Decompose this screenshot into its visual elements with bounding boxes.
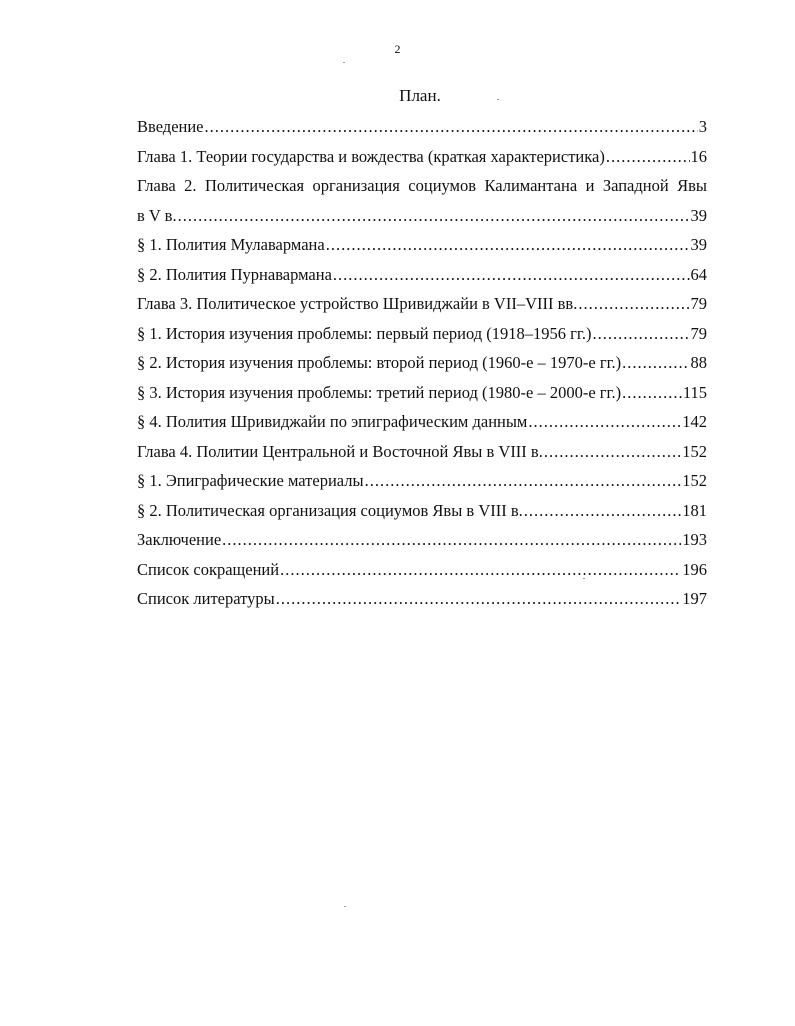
toc-entry-ch3-section-4 (137, 407, 707, 437)
toc-entry-ch2-section-2 (137, 260, 707, 290)
page-number: 2 (394, 42, 401, 56)
toc-entry-chapter-3 (137, 289, 707, 319)
dot-leader (326, 230, 690, 260)
toc-entry-label: § 4. Полития Шривиджайи по эпиграфическим данным (137, 412, 528, 431)
toc-entry-ch4-section-2 (137, 496, 707, 526)
toc-entry-chapter-2 (137, 171, 707, 230)
toc-entry-label: § 3. История изучения проблемы: третий период (1980-е – 2000-е гг.) (137, 382, 622, 402)
scan-speck (583, 578, 585, 579)
toc-entry-page: 196 (682, 559, 707, 579)
toc-entry-page: 39 (690, 235, 707, 254)
toc-entry-ch2-section-1 (137, 230, 707, 260)
scan-speck (344, 906, 346, 907)
toc-entry-page: 181 (682, 500, 707, 520)
toc-entry-introduction (137, 112, 707, 142)
toc-entry-label: § 1. Полития Мулаварманa (137, 235, 325, 254)
toc-entry-label: § 1. История изучения проблемы: первый период (1918–1956 гг.) (137, 323, 592, 343)
toc-entry-page: 3 (698, 117, 707, 136)
toc-entry-conclusion (137, 525, 707, 555)
dot-leader (622, 378, 682, 408)
dot-leader (365, 466, 682, 496)
dot-leader (622, 348, 689, 378)
toc-entry-bibliography (137, 584, 707, 614)
dot-leader (276, 584, 682, 614)
dot-leader (333, 260, 690, 290)
toc-entry-chapter-4 (137, 437, 707, 467)
toc-entry-page: 142 (682, 412, 707, 431)
toc-entry-label-line1: Глава 2. Политическая организация социумов Калимантана и Западной Явы (137, 176, 707, 195)
scan-speck (497, 99, 499, 100)
toc-entry-page: 64 (690, 264, 707, 284)
dot-leader (205, 112, 698, 142)
toc-entry-label: Глава 1. Теории государства и вождества (краткая характеристика) (137, 146, 605, 166)
dot-leader (544, 437, 681, 467)
toc-entry-label: § 2. Полития Пурнаварманa (137, 264, 332, 284)
toc-entry-page: 197 (682, 589, 707, 608)
dot-leader (528, 407, 681, 437)
dot-leader (606, 142, 690, 172)
toc-entry-ch3-section-3 (137, 378, 707, 408)
table-of-contents (137, 112, 707, 614)
toc-entry-label: в V в. (137, 205, 177, 225)
toc-entry-label: Глава 4. Политии Центральной и Восточной Явы в VIII в. (137, 441, 543, 461)
toc-entry-page: 16 (690, 146, 707, 166)
toc-entry-label: Введение (137, 117, 204, 136)
toc-entry-page: 152 (682, 471, 707, 490)
toc-entry-abbreviations (137, 555, 707, 585)
dot-leader (592, 319, 689, 349)
toc-entry-label: § 2. Политическая организация социумов Явы в VIII в. (137, 500, 523, 520)
toc-entry-page: 88 (690, 353, 707, 372)
toc-entry-ch3-section-2 (137, 348, 707, 378)
toc-entry-page: 193 (682, 530, 707, 549)
toc-entry-page: 115 (682, 382, 707, 402)
toc-entry-label: Список сокращений (137, 559, 280, 579)
toc-entry-label: Заключение (137, 530, 222, 549)
toc-entry-label: Список литературы (137, 589, 275, 608)
toc-entry-page: 79 (690, 294, 707, 313)
toc-entry-chapter-1 (137, 142, 707, 172)
dot-leader (222, 525, 681, 555)
toc-entry-label: § 1. Эпиграфические материалы (137, 471, 364, 490)
toc-entry-ch3-section-1 (137, 319, 707, 349)
dot-leader (280, 555, 681, 585)
page-title: План. (399, 86, 441, 105)
toc-entry-label: § 2. История изучения проблемы: второй период (1960-е – 1970-е гг.) (137, 353, 622, 372)
toc-entry-ch4-section-1 (137, 466, 707, 496)
toc-entry-label: Глава 3. Политическое устройство Шривиджайи в VII–VIII вв. (137, 294, 578, 313)
toc-entry-page: 79 (690, 323, 707, 343)
dot-leader (524, 496, 681, 526)
dot-leader (578, 289, 689, 319)
toc-entry-page: 39 (690, 205, 707, 225)
dot-leader (178, 201, 690, 231)
toc-entry-page: 152 (682, 441, 707, 461)
scan-speck (343, 62, 345, 63)
